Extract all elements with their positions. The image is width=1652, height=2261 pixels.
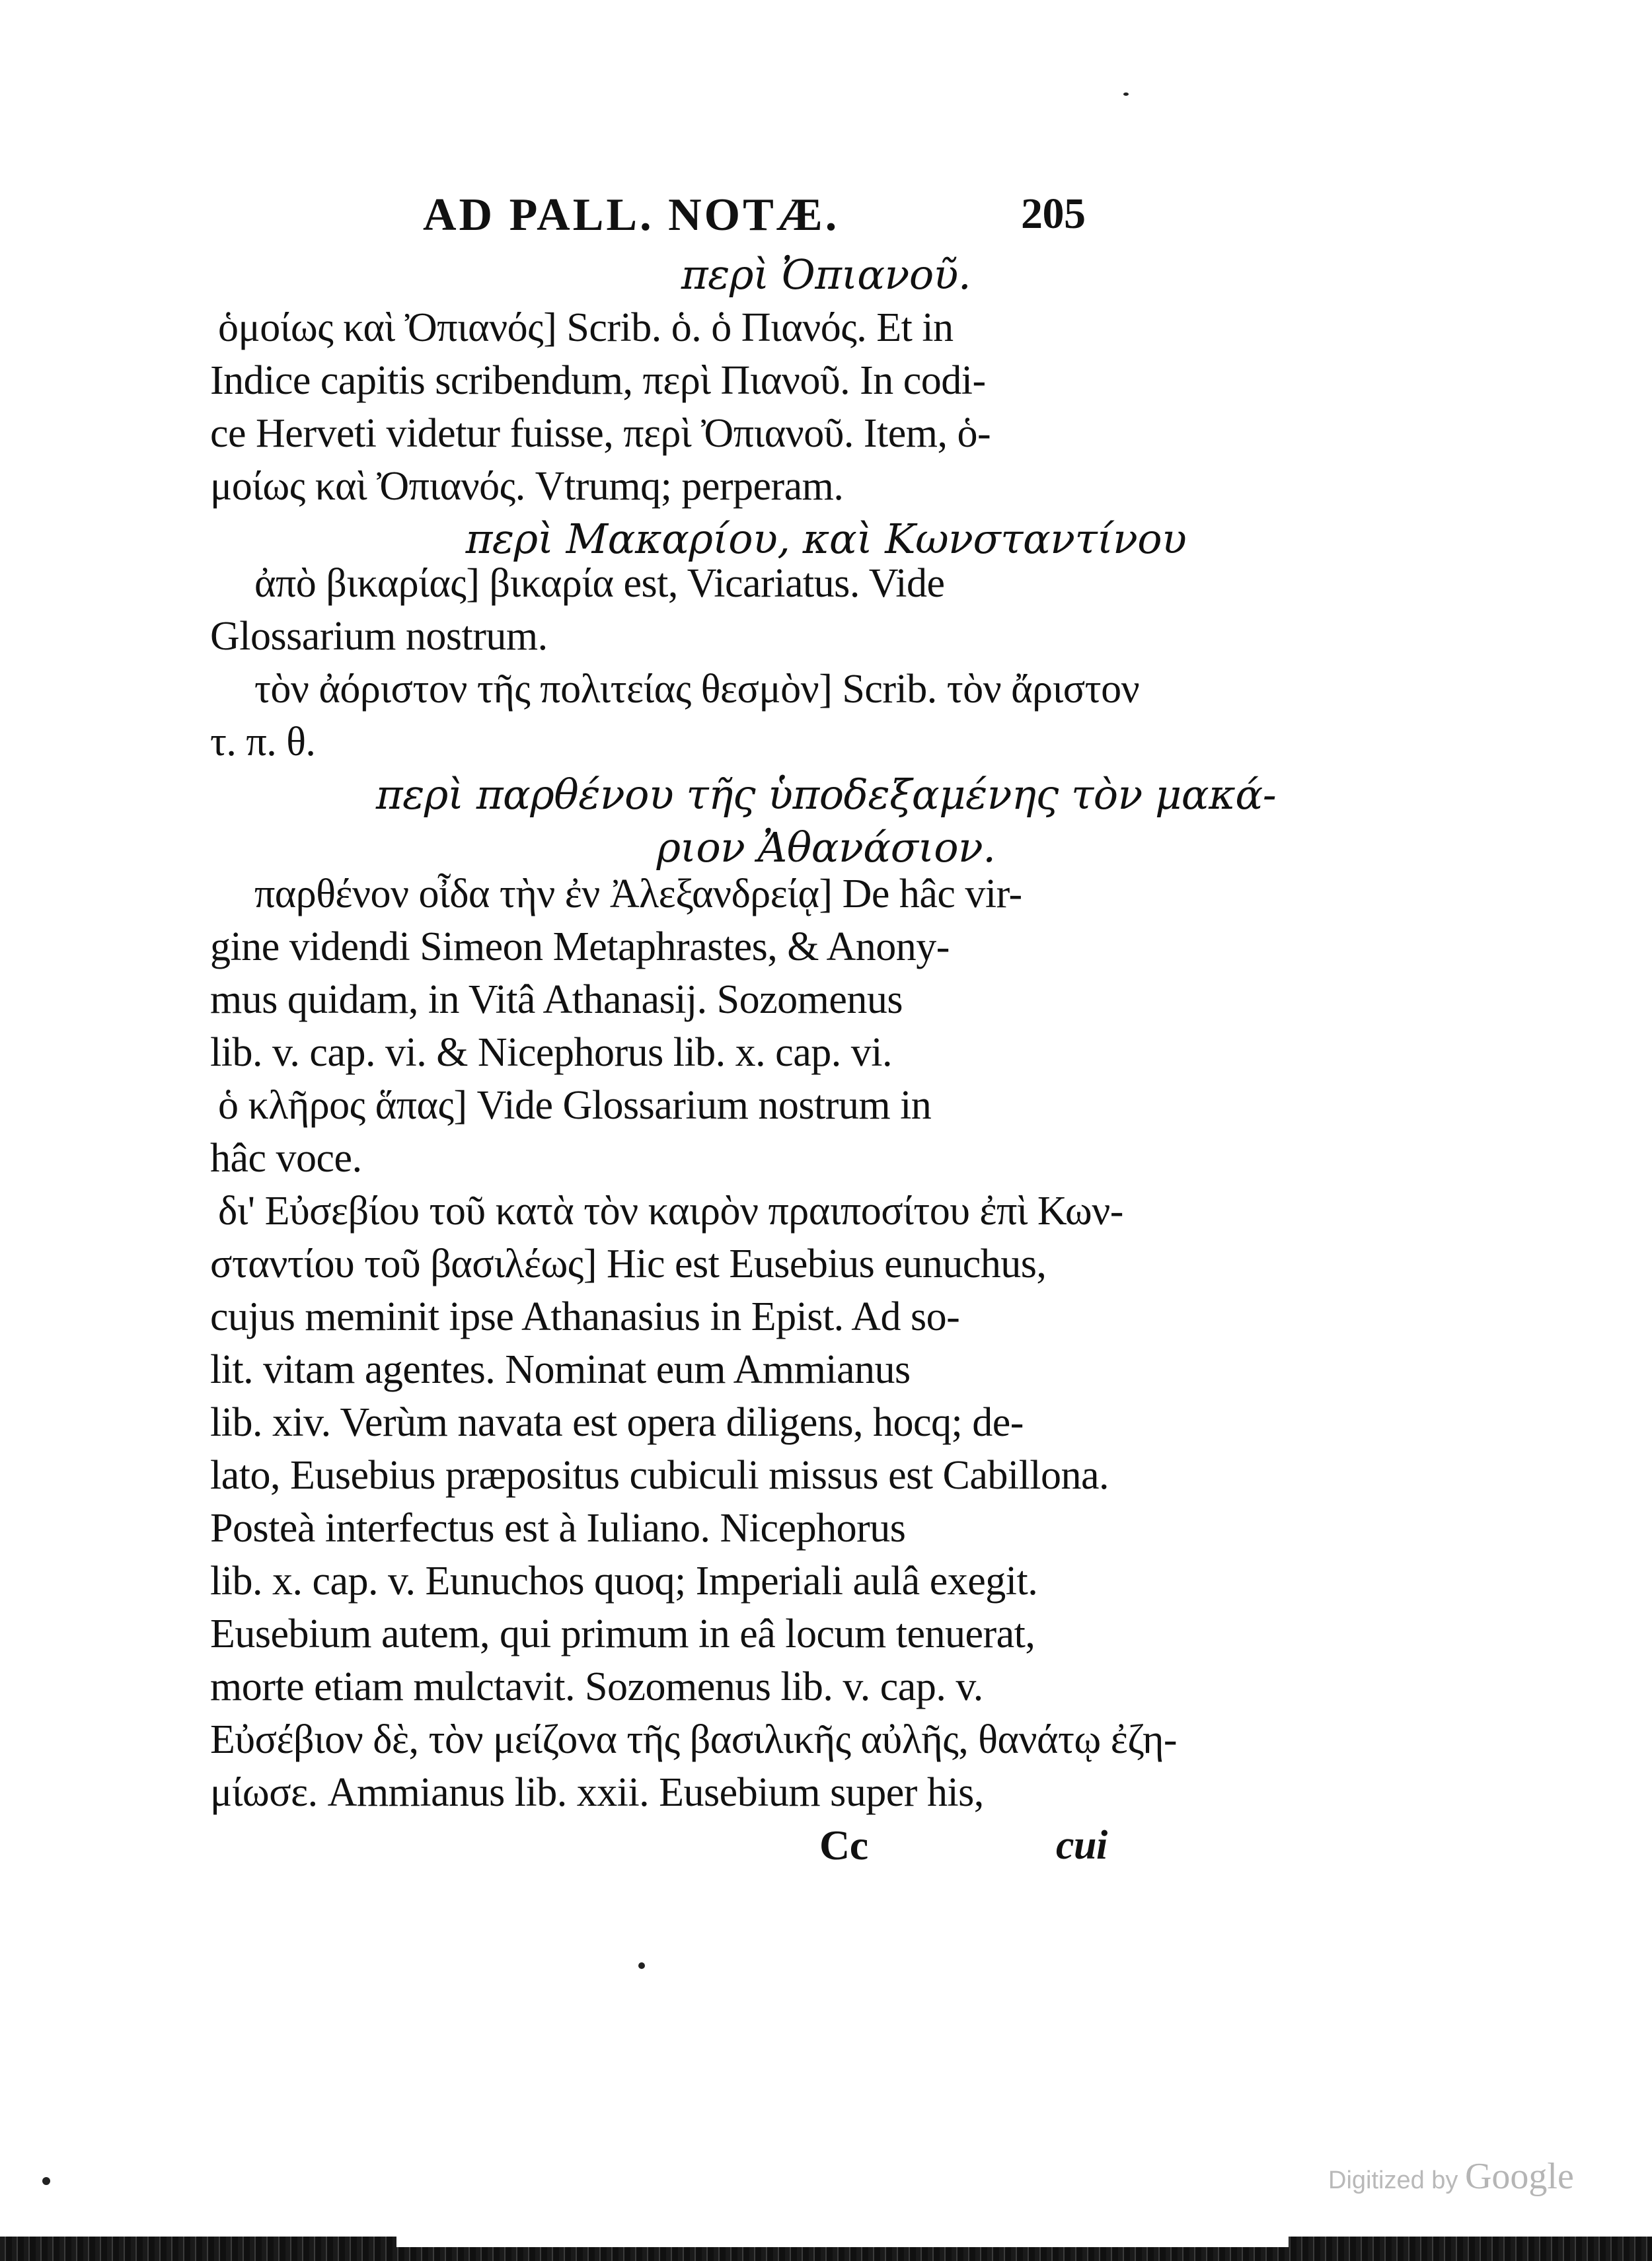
running-title: AD PALL. NOTÆ. bbox=[423, 190, 840, 241]
text-line: lib. v. cap. vi. & Nicephorus lib. x. cap. vi. bbox=[210, 1030, 892, 1075]
text-line: ὁμοίως καὶ Ὀπιανός] Scrib. ὁ. ὁ Πιανός. Et in bbox=[218, 305, 954, 350]
text-line: Eusebium autem, qui primum in eâ locum tenuerat, bbox=[210, 1612, 1035, 1656]
text-line: σταντίου τοῦ βασιλέως] Hic est Eusebius eunuchus, bbox=[210, 1242, 1047, 1286]
text-line: ce Herveti videtur fuisse, περὶ Ὀπιανοῦ. Item, ὁ- bbox=[210, 411, 991, 456]
page-number: 205 bbox=[1021, 190, 1086, 238]
text-line: lib. x. cap. v. Eunuchos quoq; Imperiali aulâ exegit. bbox=[210, 1559, 1038, 1604]
text-line: ὁ κλῆρος ἅπας] Vide Glossarium nostrum in bbox=[218, 1083, 932, 1128]
text-line: Glossarium nostrum. bbox=[210, 614, 548, 659]
text-line: mus quidam, in Vitâ Athanasij. Sozomenus bbox=[210, 977, 903, 1022]
ink-speck bbox=[42, 2177, 50, 2185]
digitization-watermark bbox=[1328, 2155, 1574, 2198]
section-heading: περὶ Μακαρίου, καὶ Κωνσταντίνου bbox=[465, 515, 1187, 563]
text-line: τ. π. θ. bbox=[210, 720, 316, 764]
ink-speck bbox=[638, 1962, 645, 1969]
catchword: cui bbox=[1056, 1823, 1108, 1868]
text-line: lit. vitam agentes. Nominat eum Ammianus bbox=[210, 1347, 911, 1392]
section-heading: περὶ παρθένου τῆς ὑποδεξαμένης τὸν μακά- bbox=[375, 770, 1277, 819]
text-line: μοίως καὶ Ὀπιανός. Vtrumq; perperam. bbox=[210, 464, 844, 509]
section-heading: ριον Ἀθανάσιον. bbox=[656, 823, 996, 871]
text-line: lib. xiv. Verùm navata est opera diligens, hocq; de- bbox=[210, 1400, 1024, 1445]
ink-speck bbox=[1123, 93, 1129, 96]
watermark-prefix: Digitized by bbox=[1328, 2167, 1458, 2194]
text-line: gine videndi Simeon Metaphrastes, & Anony- bbox=[210, 924, 950, 969]
text-line: Posteà interfectus est à Iuliano. Nicephorus bbox=[210, 1506, 906, 1551]
text-line: lato, Eusebius præpositus cubiculi missus est Cabillona. bbox=[210, 1453, 1109, 1498]
text-line: ἀπὸ βικαρίας] βικαρία est, Vicariatus. Vide bbox=[254, 561, 945, 606]
text-line: δι' Εὐσεβίου τοῦ κατὰ τὸν καιρὸν πραιποσίτου ἐπὶ Κων- bbox=[218, 1189, 1123, 1234]
text-line: τὸν ἀόριστον τῆς πολιτείας θεσμὸν] Scrib. τὸν ἄριστον bbox=[254, 667, 1140, 712]
text-line: παρθένον οἶδα τὴν ἐν Ἀλεξανδρείᾳ] De hâc vir- bbox=[254, 871, 1022, 916]
section-heading: περὶ Ὀπιανοῦ. bbox=[681, 250, 971, 299]
scan-edge bbox=[0, 2237, 1652, 2261]
text-line: Εὐσέβιον δὲ, τὸν μείζονα τῆς βασιλικῆς αὐλῆς, θανάτῳ ἐζη- bbox=[210, 1717, 1178, 1762]
text-line: Indice capitis scribendum, περὶ Πιανοῦ. In codi- bbox=[210, 358, 986, 403]
watermark-brand: Google bbox=[1464, 2156, 1574, 2197]
text-line: hâc voce. bbox=[210, 1136, 362, 1181]
text-line: morte etiam mulctavit. Sozomenus lib. v. cap. v. bbox=[210, 1664, 983, 1709]
text-line: cujus meminit ipse Athanasius in Epist. Ad so- bbox=[210, 1294, 960, 1339]
signature-mark: Cc bbox=[819, 1822, 868, 1869]
text-line: μίωσε. Ammianus lib. xxii. Eusebium super his, bbox=[210, 1770, 984, 1815]
